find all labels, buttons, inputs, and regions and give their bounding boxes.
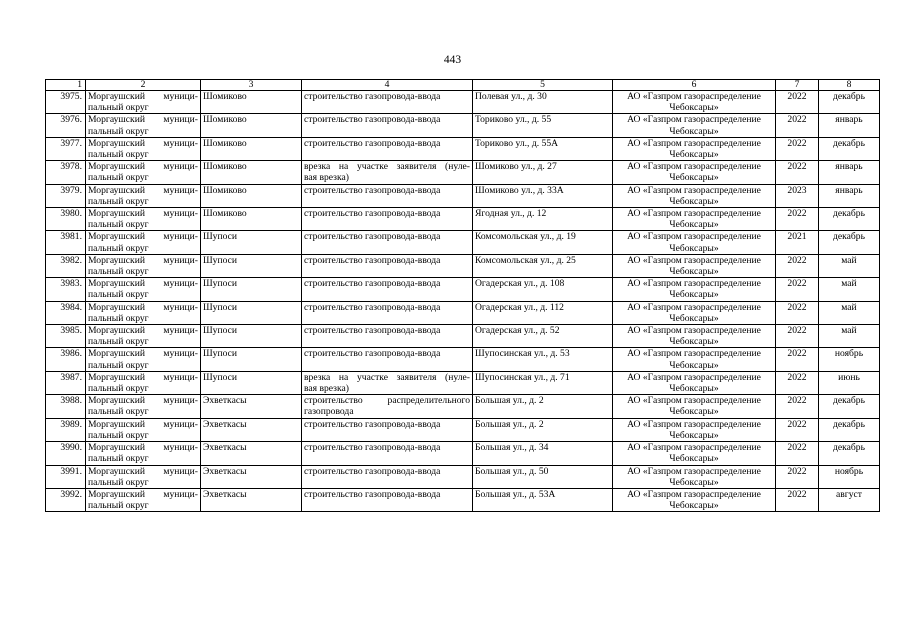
organization-line-1: АО «Газпром газораспределение <box>627 254 761 266</box>
row-number-cell: 3976. <box>46 114 86 137</box>
organization-cell <box>613 161 776 184</box>
district-line-2: пальный округ <box>88 312 149 324</box>
locality-cell: Эхветкасы <box>201 465 302 488</box>
table-row <box>46 465 880 488</box>
table-row <box>46 442 880 465</box>
table-row <box>46 395 880 418</box>
district-line-1: Моргаушский муници- <box>88 371 198 383</box>
address-cell: Большая ул., д. 2 <box>473 395 613 418</box>
column-header-3: 3 <box>201 80 302 91</box>
district-line-2: пальный округ <box>88 195 149 207</box>
work-type-cell <box>302 325 473 348</box>
row-number-cell: 3981. <box>46 231 86 254</box>
header-row <box>46 80 880 91</box>
district-line-1: Моргаушский муници- <box>88 325 198 337</box>
work-type-cell <box>302 254 473 277</box>
district-cell <box>86 301 201 324</box>
year-cell: 2022 <box>776 371 819 394</box>
work-type-cell <box>302 348 473 371</box>
district-cell <box>86 137 201 160</box>
table-row <box>46 301 880 324</box>
year-cell: 2022 <box>776 278 819 301</box>
work-type-cell <box>302 442 473 465</box>
organization-line-1: АО «Газпром газораспределение <box>627 231 761 243</box>
work-type-line-2: вая врезка) <box>304 172 349 184</box>
district-line-1: Моргаушский муници- <box>88 184 198 196</box>
year-cell: 2022 <box>776 301 819 324</box>
organization-line-2: Чебоксары» <box>669 500 719 512</box>
table-row <box>46 418 880 441</box>
organization-line-1: АО «Газпром газораспределение <box>627 137 761 149</box>
district-line-1: Моргаушский муници- <box>88 395 198 407</box>
address-cell: Шупосинская ул., д. 53 <box>473 348 613 371</box>
district-cell <box>86 442 201 465</box>
month-cell: декабрь <box>819 231 880 254</box>
table-row <box>46 161 880 184</box>
locality-cell: Шупоси <box>201 231 302 254</box>
address-cell: Полевая ул., д. 30 <box>473 91 613 114</box>
organization-cell <box>613 395 776 418</box>
organization-line-2: Чебоксары» <box>669 429 719 441</box>
organization-line-2: Чебоксары» <box>669 289 719 301</box>
organization-line-2: Чебоксары» <box>669 453 719 465</box>
row-number-cell: 3982. <box>46 254 86 277</box>
organization-line-1: АО «Газпром газораспределение <box>627 91 761 102</box>
organization-cell <box>613 301 776 324</box>
district-line-1: Моргаушский муници- <box>88 442 198 454</box>
work-type-line-2: газопровода <box>304 406 354 418</box>
locality-cell: Шомиково <box>201 91 302 114</box>
work-type-cell <box>302 371 473 394</box>
district-line-1: Моргаушский муници- <box>88 465 198 477</box>
year-cell: 2022 <box>776 114 819 137</box>
table-row <box>46 91 880 114</box>
work-type-line-1: строительство газопровода-ввода <box>304 442 441 454</box>
year-cell: 2022 <box>776 208 819 231</box>
table-row <box>46 208 880 231</box>
district-cell <box>86 184 201 207</box>
organization-line-1: АО «Газпром газораспределение <box>627 465 761 477</box>
district-line-2: пальный округ <box>88 219 149 231</box>
district-line-2: пальный округ <box>88 406 149 418</box>
month-cell: ноябрь <box>819 465 880 488</box>
organization-cell <box>613 325 776 348</box>
year-cell: 2022 <box>776 325 819 348</box>
district-line-2: пальный округ <box>88 289 149 301</box>
district-line-2: пальный округ <box>88 102 149 114</box>
locality-cell: Шупоси <box>201 348 302 371</box>
organization-line-2: Чебоксары» <box>669 149 719 161</box>
table-row <box>46 348 880 371</box>
table-row <box>46 114 880 137</box>
row-number-cell: 3975. <box>46 91 86 114</box>
organization-line-2: Чебоксары» <box>669 219 719 231</box>
work-type-line-1: строительство газопровода-ввода <box>304 301 441 313</box>
organization-line-1: АО «Газпром газораспределение <box>627 161 761 173</box>
month-cell: декабрь <box>819 208 880 231</box>
table-row <box>46 325 880 348</box>
table-row <box>46 184 880 207</box>
table-row <box>46 231 880 254</box>
row-number-cell: 3986. <box>46 348 86 371</box>
district-line-1: Моргаушский муници- <box>88 488 198 500</box>
month-cell: декабрь <box>819 442 880 465</box>
table-header <box>46 80 880 91</box>
month-cell: ноябрь <box>819 348 880 371</box>
organization-line-2: Чебоксары» <box>669 383 719 395</box>
month-cell: январь <box>819 114 880 137</box>
district-line-1: Моргаушский муници- <box>88 114 198 126</box>
district-line-2: пальный округ <box>88 125 149 137</box>
page-number: 443 <box>443 54 462 66</box>
district-line-2: пальный округ <box>88 266 149 278</box>
year-cell: 2022 <box>776 465 819 488</box>
month-cell: январь <box>819 161 880 184</box>
work-type-line-1: строительство газопровода-ввода <box>304 278 441 290</box>
address-cell: Большая ул., д. 53А <box>473 488 613 511</box>
month-cell: май <box>819 301 880 324</box>
work-type-line-1: врезка на участке заявителя (нуле- <box>304 161 470 173</box>
organization-cell <box>613 278 776 301</box>
organization-line-1: АО «Газпром газораспределение <box>627 184 761 196</box>
organization-line-2: Чебоксары» <box>669 102 719 114</box>
organization-line-2: Чебоксары» <box>669 195 719 207</box>
work-type-line-1: врезка на участке заявителя (нуле- <box>304 371 470 383</box>
address-cell: Ториково ул., д. 55 <box>473 114 613 137</box>
organization-line-1: АО «Газпром газораспределение <box>627 488 761 500</box>
month-cell: декабрь <box>819 418 880 441</box>
district-line-2: пальный округ <box>88 359 149 371</box>
organization-line-2: Чебоксары» <box>669 172 719 184</box>
organization-line-1: АО «Газпром газораспределение <box>627 418 761 430</box>
row-number-cell: 3977. <box>46 137 86 160</box>
address-cell: Шомиково ул., д. 33А <box>473 184 613 207</box>
column-header-5: 5 <box>473 80 613 91</box>
organization-line-2: Чебоксары» <box>669 312 719 324</box>
month-cell: август <box>819 488 880 511</box>
organization-cell <box>613 208 776 231</box>
row-number-cell: 3992. <box>46 488 86 511</box>
work-type-line-1: строительство газопровода-ввода <box>304 488 441 500</box>
organization-line-1: АО «Газпром газораспределение <box>627 442 761 454</box>
work-type-cell <box>302 137 473 160</box>
table-row <box>46 254 880 277</box>
year-cell: 2022 <box>776 161 819 184</box>
work-type-cell <box>302 114 473 137</box>
district-line-2: пальный округ <box>88 429 149 441</box>
district-line-1: Моргаушский муници- <box>88 301 198 313</box>
organization-line-2: Чебоксары» <box>669 266 719 278</box>
work-type-cell <box>302 488 473 511</box>
year-cell: 2022 <box>776 137 819 160</box>
month-cell: декабрь <box>819 395 880 418</box>
table-body <box>46 91 880 512</box>
district-cell <box>86 91 201 114</box>
year-cell: 2022 <box>776 418 819 441</box>
work-type-line-1: строительство газопровода-ввода <box>304 348 441 360</box>
locality-cell: Эхветкасы <box>201 418 302 441</box>
district-cell <box>86 208 201 231</box>
column-header-2: 2 <box>86 80 201 91</box>
row-number-cell: 3985. <box>46 325 86 348</box>
address-cell: Ягодная ул., д. 12 <box>473 208 613 231</box>
locality-cell: Шупоси <box>201 301 302 324</box>
row-number-cell: 3979. <box>46 184 86 207</box>
organization-line-1: АО «Газпром газораспределение <box>627 371 761 383</box>
organization-line-1: АО «Газпром газораспределение <box>627 301 761 313</box>
address-cell: Большая ул., д. 50 <box>473 465 613 488</box>
locality-cell: Шупоси <box>201 254 302 277</box>
locality-cell: Шупоси <box>201 278 302 301</box>
district-cell <box>86 371 201 394</box>
year-cell: 2023 <box>776 184 819 207</box>
locality-cell: Шомиково <box>201 208 302 231</box>
district-cell <box>86 395 201 418</box>
address-cell: Ториково ул., д. 55А <box>473 137 613 160</box>
district-line-2: пальный округ <box>88 383 149 395</box>
district-line-1: Моргаушский муници- <box>88 161 198 173</box>
month-cell: май <box>819 325 880 348</box>
month-cell: январь <box>819 184 880 207</box>
column-header-4: 4 <box>302 80 473 91</box>
organization-line-1: АО «Газпром газораспределение <box>627 114 761 126</box>
district-line-2: пальный округ <box>88 336 149 348</box>
work-type-cell <box>302 278 473 301</box>
row-number-cell: 3980. <box>46 208 86 231</box>
district-line-2: пальный округ <box>88 500 149 512</box>
district-cell <box>86 488 201 511</box>
organization-cell <box>613 91 776 114</box>
work-type-line-1: строительство газопровода-ввода <box>304 137 441 149</box>
organization-cell <box>613 371 776 394</box>
column-header-8: 8 <box>819 80 880 91</box>
district-line-2: пальный округ <box>88 149 149 161</box>
organization-cell <box>613 442 776 465</box>
month-cell: май <box>819 278 880 301</box>
district-line-1: Моргаушский муници- <box>88 231 198 243</box>
address-cell: Комсомольская ул., д. 19 <box>473 231 613 254</box>
table-row <box>46 278 880 301</box>
month-cell: декабрь <box>819 91 880 114</box>
district-line-1: Моргаушский муници- <box>88 91 198 102</box>
locality-cell: Шупоси <box>201 325 302 348</box>
district-line-2: пальный округ <box>88 453 149 465</box>
district-line-1: Моргаушский муници- <box>88 278 198 290</box>
district-line-2: пальный округ <box>88 172 149 184</box>
district-line-2: пальный округ <box>88 242 149 254</box>
row-number-cell: 3990. <box>46 442 86 465</box>
address-cell: Большая ул., д. 2 <box>473 418 613 441</box>
address-cell: Комсомольская ул., д. 25 <box>473 254 613 277</box>
work-type-line-1: строительство газопровода-ввода <box>304 231 441 243</box>
address-cell: Большая ул., д. 34 <box>473 442 613 465</box>
organization-cell <box>613 465 776 488</box>
work-type-line-1: строительство газопровода-ввода <box>304 114 441 126</box>
work-type-cell <box>302 301 473 324</box>
column-header-7: 7 <box>776 80 819 91</box>
month-cell: декабрь <box>819 137 880 160</box>
district-line-1: Моргаушский муници- <box>88 137 198 149</box>
row-number-cell: 3978. <box>46 161 86 184</box>
work-type-line-1: строительство распределительного <box>304 395 470 407</box>
organization-line-1: АО «Газпром газораспределение <box>627 395 761 407</box>
work-type-line-1: строительство газопровода-ввода <box>304 184 441 196</box>
locality-cell: Шомиково <box>201 114 302 137</box>
district-cell <box>86 114 201 137</box>
district-cell <box>86 231 201 254</box>
locality-cell: Шупоси <box>201 371 302 394</box>
work-type-cell <box>302 418 473 441</box>
year-cell: 2022 <box>776 488 819 511</box>
organization-line-1: АО «Газпром газораспределение <box>627 348 761 360</box>
district-line-1: Моргаушский муници- <box>88 254 198 266</box>
work-type-line-1: строительство газопровода-ввода <box>304 208 441 220</box>
district-cell <box>86 348 201 371</box>
work-type-cell <box>302 91 473 114</box>
organization-line-2: Чебоксары» <box>669 406 719 418</box>
organization-line-1: АО «Газпром газораспределение <box>627 278 761 290</box>
work-type-cell <box>302 231 473 254</box>
organization-line-2: Чебоксары» <box>669 336 719 348</box>
organization-cell <box>613 184 776 207</box>
work-type-cell <box>302 161 473 184</box>
work-type-cell <box>302 208 473 231</box>
district-cell <box>86 254 201 277</box>
column-header-1: 1 <box>46 80 86 91</box>
organization-line-2: Чебоксары» <box>669 125 719 137</box>
row-number-cell: 3991. <box>46 465 86 488</box>
locality-cell: Шомиково <box>201 161 302 184</box>
organization-line-2: Чебоксары» <box>669 242 719 254</box>
row-number-cell: 3989. <box>46 418 86 441</box>
organization-cell <box>613 231 776 254</box>
column-header-6: 6 <box>613 80 776 91</box>
district-cell <box>86 325 201 348</box>
address-cell: Шупосинская ул., д. 71 <box>473 371 613 394</box>
organization-line-1: АО «Газпром газораспределение <box>627 208 761 220</box>
organization-cell <box>613 418 776 441</box>
district-cell <box>86 465 201 488</box>
locality-cell: Шомиково <box>201 137 302 160</box>
table-row <box>46 137 880 160</box>
month-cell: май <box>819 254 880 277</box>
year-cell: 2022 <box>776 395 819 418</box>
work-type-line-1: строительство газопровода-ввода <box>304 465 441 477</box>
row-number-cell: 3983. <box>46 278 86 301</box>
organization-cell <box>613 254 776 277</box>
table-row <box>46 488 880 511</box>
district-cell <box>86 278 201 301</box>
organization-line-1: АО «Газпром газораспределение <box>627 325 761 337</box>
year-cell: 2022 <box>776 91 819 114</box>
address-cell: Огадерская ул., д. 108 <box>473 278 613 301</box>
work-type-line-1: строительство газопровода-ввода <box>304 325 441 337</box>
locality-cell: Эхветкасы <box>201 395 302 418</box>
row-number-cell: 3988. <box>46 395 86 418</box>
work-type-line-1: строительство газопровода-ввода <box>304 418 441 430</box>
organization-line-2: Чебоксары» <box>669 359 719 371</box>
gas-connection-table <box>45 79 880 512</box>
work-type-line-1: строительство газопровода-ввода <box>304 91 441 102</box>
locality-cell: Эхветкасы <box>201 442 302 465</box>
locality-cell: Эхветкасы <box>201 488 302 511</box>
district-line-1: Моргаушский муници- <box>88 418 198 430</box>
locality-cell: Шомиково <box>201 184 302 207</box>
organization-cell <box>613 488 776 511</box>
address-cell: Огадерская ул., д. 52 <box>473 325 613 348</box>
district-cell <box>86 418 201 441</box>
table-row <box>46 371 880 394</box>
work-type-cell <box>302 184 473 207</box>
work-type-cell <box>302 395 473 418</box>
row-number-cell: 3984. <box>46 301 86 324</box>
district-cell <box>86 161 201 184</box>
address-cell: Шомиково ул., д. 27 <box>473 161 613 184</box>
organization-cell <box>613 137 776 160</box>
organization-cell <box>613 348 776 371</box>
district-line-1: Моргаушский муници- <box>88 348 198 360</box>
year-cell: 2022 <box>776 442 819 465</box>
month-cell: июнь <box>819 371 880 394</box>
year-cell: 2022 <box>776 348 819 371</box>
organization-cell <box>613 114 776 137</box>
row-number-cell: 3987. <box>46 371 86 394</box>
work-type-line-1: строительство газопровода-ввода <box>304 254 441 266</box>
organization-line-2: Чебоксары» <box>669 476 719 488</box>
work-type-line-2: вая врезка) <box>304 383 349 395</box>
district-line-1: Моргаушский муници- <box>88 208 198 220</box>
district-line-2: пальный округ <box>88 476 149 488</box>
work-type-cell <box>302 465 473 488</box>
address-cell: Огадерская ул., д. 112 <box>473 301 613 324</box>
year-cell: 2021 <box>776 231 819 254</box>
year-cell: 2022 <box>776 254 819 277</box>
